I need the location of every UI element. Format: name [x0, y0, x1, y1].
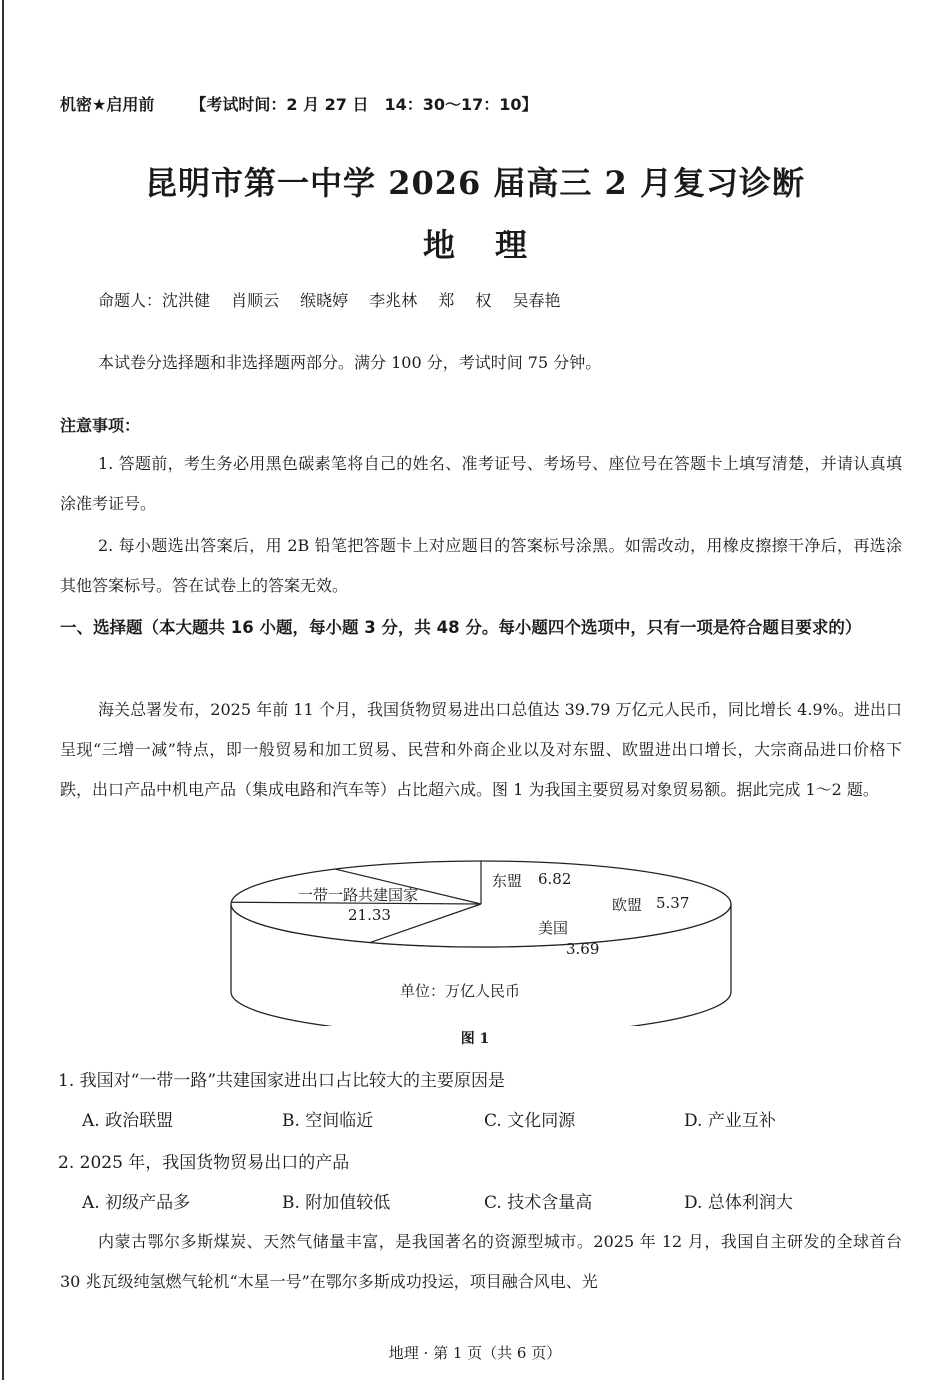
- q2-option-a[interactable]: A. 初级产品多: [82, 1193, 191, 1213]
- q2-option-b[interactable]: B. 附加值较低: [282, 1193, 391, 1213]
- q2-option-d[interactable]: D. 总体利润大: [684, 1193, 793, 1213]
- label-category-3: 美国: [538, 919, 569, 937]
- q1-option-c[interactable]: C. 文化同源: [484, 1111, 576, 1131]
- q1-option-b[interactable]: B. 空间临近: [282, 1111, 374, 1131]
- exam-title: 昆明市第一中学 2026 届高三 2 月复习诊断: [145, 164, 805, 202]
- question-2-stem: 2. 2025 年，我国货物贸易出口的产品: [58, 1153, 350, 1173]
- scan-edge-line: [2, 0, 4, 1380]
- q1-option-a[interactable]: A. 政治联盟: [82, 1111, 174, 1131]
- label-value-3: 3.69: [566, 940, 600, 958]
- pie-chart: [226, 856, 746, 1026]
- subject-title: 地理: [422, 226, 567, 264]
- figure-caption: 图 1: [460, 1031, 490, 1047]
- label-category-0: 一带一路共建国家: [298, 886, 419, 904]
- unit-label: 单位：万亿人民币: [400, 982, 521, 1000]
- page-footer: 地理 · 第 1 页（共 6 页）: [388, 1344, 562, 1362]
- authors-line: 命题人：沈洪健 肖顺云 缑晓婷 李兆林 郑 权 吴春艳: [98, 291, 561, 310]
- label-category-1: 东盟: [492, 872, 523, 890]
- exam-time: 【考试时间：2 月 27 日 14：30～17：10】: [190, 95, 538, 114]
- q2-option-c[interactable]: C. 技术含量高: [484, 1193, 593, 1213]
- passage-1: 海关总署发布，2025 年前 11 个月，我国货物贸易进出口总值达 39.79 万亿元人民币，同比增长 4.9%。进出口呈现“三增一减”特点，即一般贸易和加工贸易、民营和外商企业以及对东盟、欧盟进出口增长，大宗商品进口价格下跌，出口产品中机电产品（集成电路和汽车等）占比超六成。图 1 为我国主要贸易对象贸易额。据此完成 1～2 题。: [60, 700, 902, 799]
- header-line: [60, 92, 538, 115]
- label-value-1: 6.82: [538, 870, 572, 888]
- notice-item-2: 2. 每小题选出答案后，用 2B 铅笔把答题卡上对应题目的答案标号涂黑。如需改动，用橡皮擦擦干净后，再选涂其他答案标号。答在试卷上的答案无效。: [60, 536, 902, 595]
- confidential-label: 机密★启用前: [60, 95, 155, 114]
- section-heading: 一、选择题（本大题共 16 小题，每小题 3 分，共 48 分。每小题四个选项中，只有一项是符合题目要求的）: [60, 618, 862, 637]
- label-value-2: 5.37: [656, 894, 690, 912]
- q1-option-d[interactable]: D. 产业互补: [684, 1111, 776, 1131]
- intro-line: 本试卷分选择题和非选择题两部分。满分 100 分，考试时间 75 分钟。: [98, 353, 602, 372]
- label-category-2: 欧盟: [612, 896, 643, 914]
- notice-heading: 注意事项：: [60, 416, 141, 435]
- question-1-stem: 1. 我国对“一带一路”共建国家进出口占比较大的主要原因是: [58, 1071, 506, 1091]
- passage-2: 内蒙古鄂尔多斯煤炭、天然气储量丰富，是我国著名的资源型城市。2025 年 12 月，我国自主研发的全球首台 30 兆瓦级纯氢燃气轮机“木星一号”在鄂尔多斯成功投运，项目融合风电、光: [60, 1232, 902, 1291]
- notice-item-1: 1. 答题前，考生务必用黑色碳素笔将自己的姓名、准考证号、考场号、座位号在答题卡上填写清楚，并请认真填涂准考证号。: [60, 454, 902, 513]
- label-value-0: 21.33: [348, 906, 391, 924]
